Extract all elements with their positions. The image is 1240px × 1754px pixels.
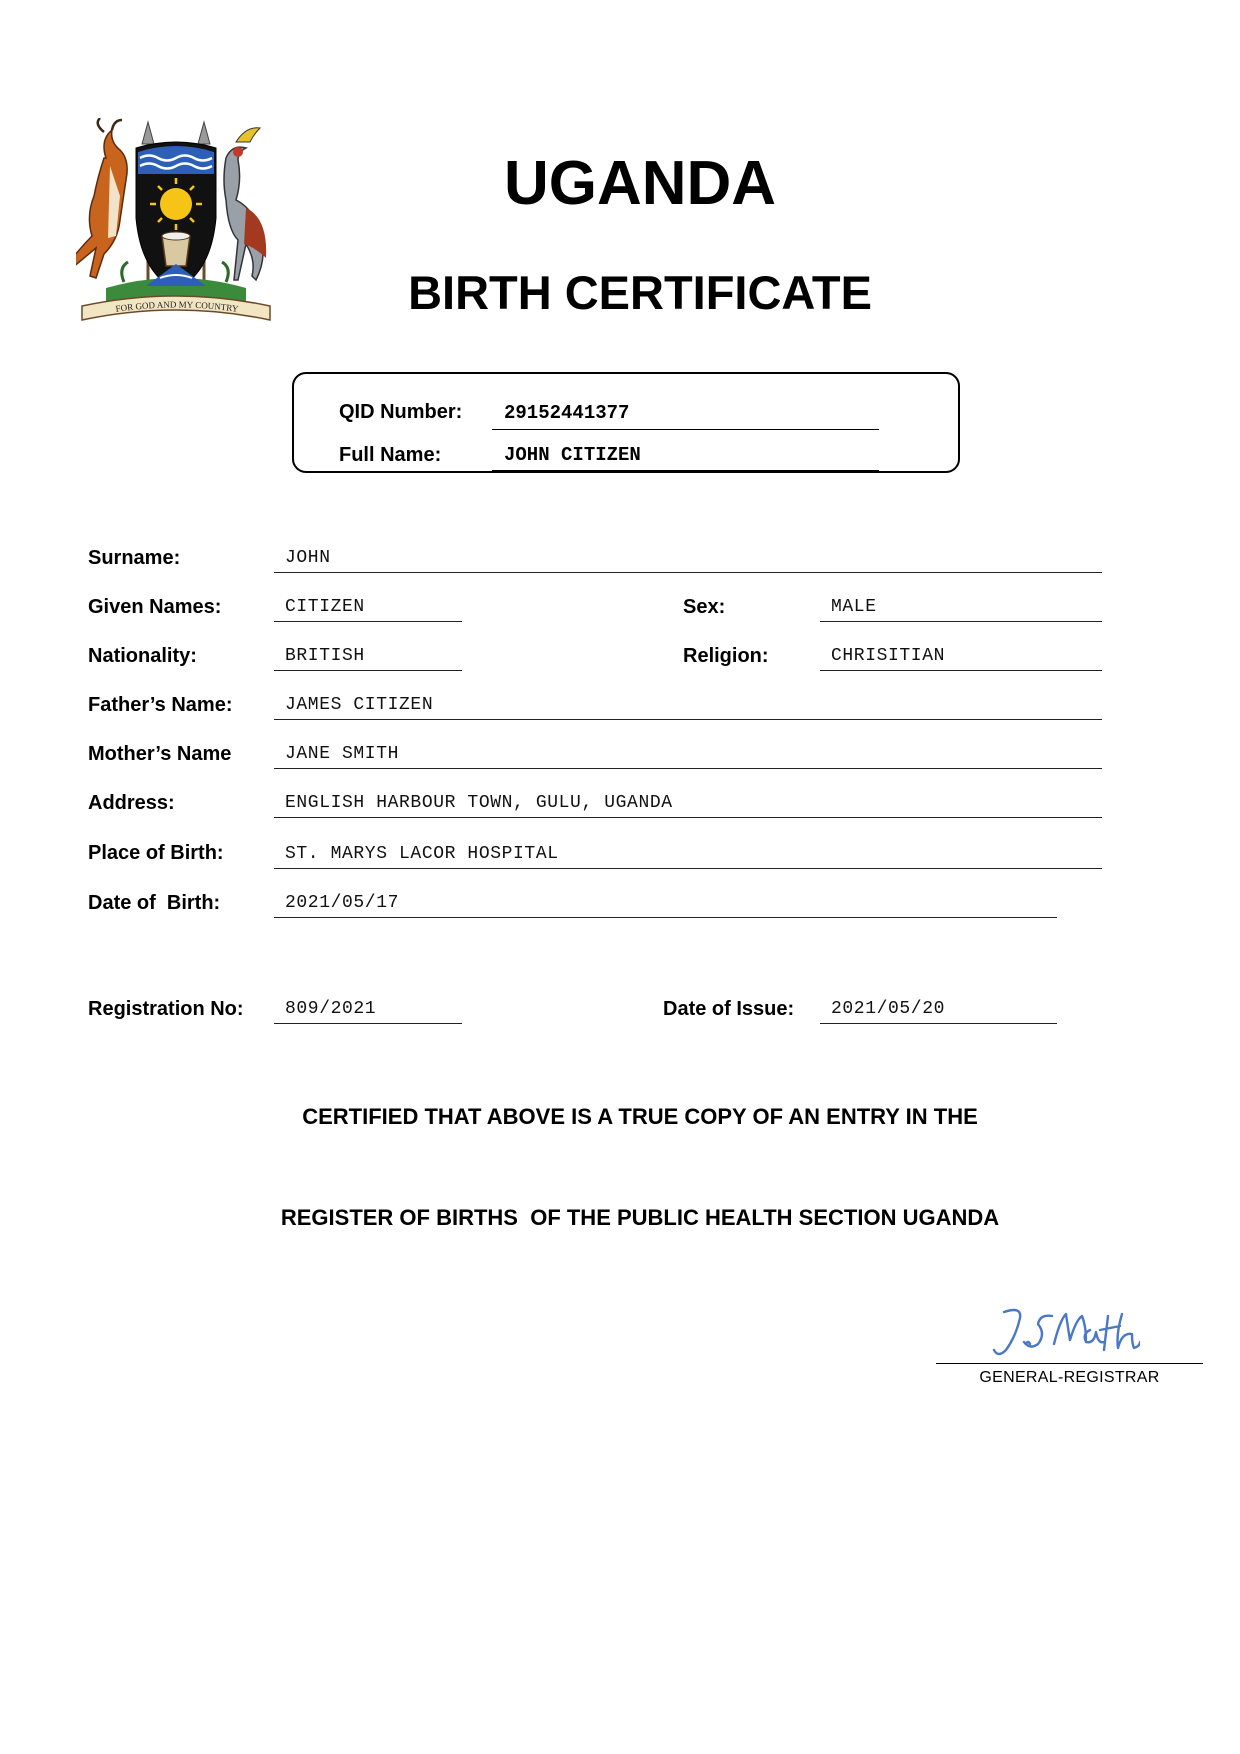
given-names-label: Given Names: (88, 596, 222, 618)
address-value: ENGLISH HARBOUR TOWN, GULU, UGANDA (274, 790, 1102, 818)
surname-label: Surname: (88, 547, 181, 569)
certification-line-1: CERTIFIED THAT ABOVE IS A TRUE COPY OF AN ENTRY IN THE (302, 1104, 978, 1129)
religion-value: CHRISITIAN (820, 643, 1102, 671)
emblem-motto-text: FOR GOD AND MY COUNTRY (114, 299, 239, 314)
surname-value: JOHN (274, 545, 1102, 573)
registration-no-label: Registration No: (88, 998, 244, 1020)
place-of-birth-label: Place of Birth: (88, 842, 224, 864)
certification-line-2: REGISTER OF BIRTHS OF THE PUBLIC HEALTH SECTION UGANDA (280, 1205, 1000, 1230)
mothers-name-label: Mother’s Name (88, 743, 232, 765)
document-title: BIRTH CERTIFICATE (408, 266, 872, 319)
sex-value: MALE (820, 594, 1102, 622)
full-name-value: JOHN CITIZEN (492, 440, 879, 472)
full-name-label: Full Name: (339, 444, 442, 466)
registration-no-value: 809/2021 (274, 996, 462, 1024)
religion-label: Religion: (683, 645, 769, 667)
date-of-issue-value: 2021/05/20 (820, 996, 1057, 1024)
sex-label: Sex: (683, 596, 726, 618)
given-names-value: CITIZEN (274, 594, 462, 622)
registrar-title: GENERAL-REGISTRAR (979, 1369, 1160, 1386)
country-heading: UGANDA (503, 149, 777, 218)
fathers-name-label: Father’s Name: (88, 694, 233, 716)
fathers-name-value: JAMES CITIZEN (274, 692, 1102, 720)
qid-number-label: QID Number: (339, 401, 463, 423)
qid-number-value: 29152441377 (492, 398, 879, 430)
date-of-birth-value: 2021/05/17 (274, 890, 1057, 918)
date-of-issue-label: Date of Issue: (663, 998, 795, 1020)
mothers-name-value: JANE SMITH (274, 741, 1102, 769)
place-of-birth-value: ST. MARYS LACOR HOSPITAL (274, 841, 1102, 869)
signature-line (936, 1363, 1203, 1364)
nationality-label: Nationality: (88, 645, 197, 667)
date-of-birth-label: Date of Birth: (88, 892, 221, 914)
nationality-value: BRITISH (274, 643, 462, 671)
registrar-signature (990, 1300, 1140, 1362)
address-label: Address: (88, 792, 175, 814)
